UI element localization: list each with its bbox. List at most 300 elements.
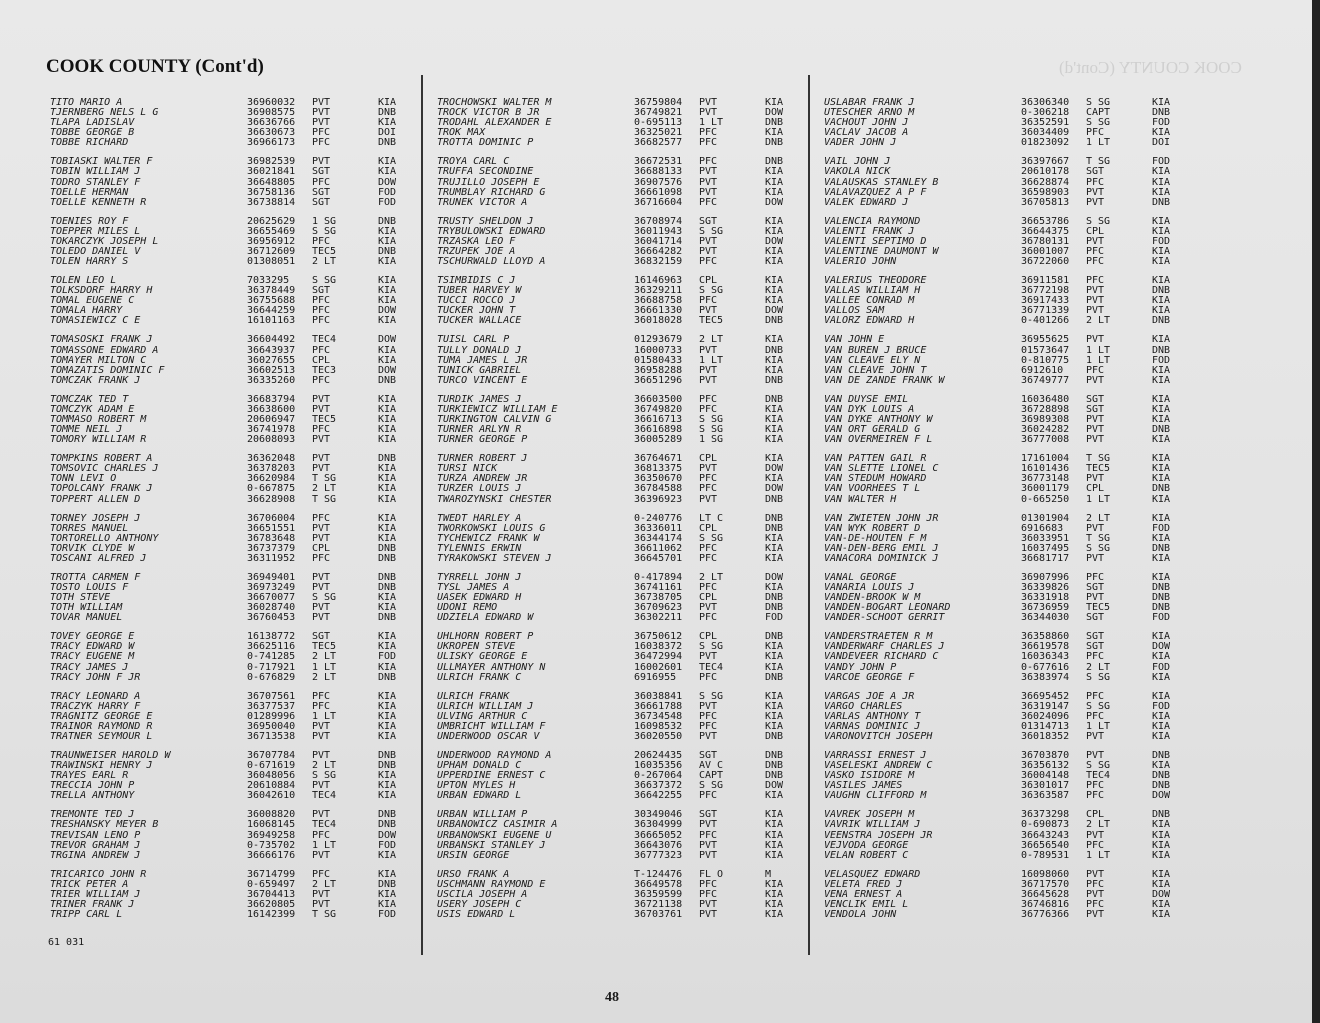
soldier-name: VALLAS WILLIAM H	[824, 285, 921, 297]
soldier-name: TURKINGTON CALVIN G	[437, 413, 552, 425]
status-code: DNB	[1152, 285, 1171, 297]
soldier-name: TOMCZAK FRANK J	[50, 374, 141, 386]
status-code: KIA	[1152, 225, 1171, 237]
soldier-name: VADER JOHN J	[824, 137, 897, 149]
soldier-name: VALLOS SAM	[824, 305, 885, 317]
status-code: KIA	[1152, 898, 1171, 910]
serial-number: 36773148	[1021, 473, 1070, 485]
rank: S SG	[312, 770, 337, 782]
serial-number: 36749820	[634, 403, 683, 415]
status-code: KIA	[1152, 720, 1171, 732]
soldier-name: VAN DYK LOUIS A	[824, 403, 915, 415]
rank: CPL	[1086, 225, 1105, 237]
serial-number: 36301017	[1021, 780, 1070, 792]
soldier-name: TRACY LEONARD A	[50, 690, 141, 702]
status-code: KIA	[765, 97, 784, 108]
rank: PVT	[699, 107, 718, 119]
serial-number: 36352591	[1021, 117, 1070, 129]
rank: PFC	[1086, 246, 1105, 257]
status-code: DNB	[1152, 749, 1171, 761]
serial-number: 36777323	[634, 849, 683, 861]
status-code: KIA	[1152, 215, 1171, 227]
status-code: DNB	[1152, 780, 1171, 792]
serial-number: 36378449	[247, 285, 296, 297]
rank: S SG	[312, 592, 337, 604]
soldier-name: TURNER GEORGE P	[437, 434, 528, 446]
status-code: KIA	[1152, 295, 1171, 307]
rank: PFC	[699, 790, 718, 802]
rank: PFC	[312, 868, 331, 880]
status-code: DNB	[765, 315, 784, 327]
serial-number: 36661330	[634, 305, 683, 317]
serial-number: 36625116	[247, 641, 296, 653]
serial-number: 36728898	[1021, 403, 1070, 415]
serial-number: 36643076	[634, 839, 683, 851]
serial-number: 16038372	[634, 641, 683, 653]
serial-number: 36973249	[247, 581, 296, 593]
serial-number: 36644375	[1021, 225, 1070, 237]
soldier-name: VANDEN-BROOK W M	[824, 592, 921, 604]
serial-number: 36645701	[634, 552, 683, 564]
rank: 1 SG	[312, 215, 337, 227]
status-code: DNB	[765, 137, 784, 149]
soldier-name: TRZASKA LEO F	[437, 235, 516, 247]
soldier-name: TITO MARIO A	[50, 97, 123, 108]
status-code: KIA	[378, 393, 397, 405]
status-code: KIA	[378, 780, 397, 792]
soldier-name: TOMALA HARRY	[50, 305, 123, 317]
serial-number: 36738814	[247, 196, 296, 208]
soldier-name: TOBIN WILLIAM J	[50, 166, 141, 178]
serial-number: 36758136	[247, 186, 296, 198]
soldier-name: VASILES JAMES	[824, 780, 903, 792]
rank: PFC	[312, 235, 331, 247]
status-code: DNB	[378, 878, 397, 890]
serial-number: 36001007	[1021, 246, 1070, 257]
soldier-name: TOTH STEVE	[50, 592, 111, 604]
serial-number: 36636766	[247, 117, 296, 129]
status-code: DNB	[1152, 770, 1171, 782]
rank: PVT	[1086, 413, 1105, 425]
serial-number: 20608093	[247, 434, 296, 446]
rank: SGT	[1086, 641, 1105, 653]
status-code: KIA	[765, 542, 784, 554]
rank: S SG	[699, 285, 724, 297]
rank: TEC4	[699, 661, 724, 673]
status-code: KIA	[765, 898, 784, 910]
soldier-name: VELAN ROBERT C	[824, 849, 909, 861]
soldier-name: TOELLE HERMAN	[50, 186, 129, 198]
status-code: KIA	[378, 424, 397, 436]
rank: 1 LT	[312, 839, 337, 851]
rank: T SG	[312, 493, 337, 505]
serial-number: 0-240776	[634, 512, 683, 524]
serial-number: 36750612	[634, 631, 683, 643]
serial-number: 16146963	[634, 275, 683, 287]
serial-number: 36709623	[634, 602, 683, 614]
serial-number: 36628908	[247, 493, 296, 505]
serial-number: 36620805	[247, 898, 296, 910]
status-code: KIA	[1152, 909, 1171, 921]
serial-number: 36653786	[1021, 215, 1070, 227]
soldier-name: TOBBE RICHARD	[50, 137, 129, 149]
rank: SGT	[312, 285, 331, 297]
rank: 2 LT	[1086, 819, 1111, 831]
soldier-name: VAN CLEAVE JOHN T	[824, 364, 927, 376]
status-code: FOD	[1152, 156, 1171, 168]
serial-number: 36004148	[1021, 770, 1070, 782]
soldier-name: URBAN WILLIAM P	[437, 809, 528, 821]
soldier-name: TURSI NICK	[437, 463, 498, 475]
soldier-name: TOMMASO ROBERT M	[50, 413, 147, 425]
status-code: KIA	[378, 868, 397, 880]
status-code: KIA	[378, 641, 397, 653]
status-code: KIA	[378, 344, 397, 356]
rank: PVT	[1086, 434, 1105, 446]
status-code: DOW	[765, 780, 784, 792]
serial-number: 20606947	[247, 413, 296, 425]
serial-number: 36648805	[247, 176, 296, 188]
status-code: KIA	[378, 849, 397, 861]
rank: PVT	[1086, 473, 1105, 485]
status-code: FOD	[1152, 354, 1171, 366]
soldier-name: VALLEE CONRAD M	[824, 295, 915, 307]
rank: PVT	[699, 246, 718, 257]
soldier-name: ULRICH FRANK	[437, 690, 510, 702]
soldier-name: ULRICH FRANK C	[437, 671, 522, 683]
soldier-name: URBANOWSKI EUGENE U	[437, 829, 552, 841]
status-code: KIA	[1152, 127, 1171, 139]
rank: CPL	[699, 522, 718, 534]
rank: 2 LT	[312, 878, 337, 890]
soldier-name: TROTTA CARMEN F	[50, 571, 141, 583]
status-code: KIA	[765, 552, 784, 564]
soldier-name: TULLY DONALD J	[437, 344, 522, 356]
serial-number: 36018352	[1021, 730, 1070, 742]
rank: PVT	[312, 809, 331, 821]
serial-number: 36672531	[634, 156, 683, 168]
status-code: DNB	[1152, 542, 1171, 554]
serial-number: 36741161	[634, 581, 683, 593]
soldier-name: TOVEY GEORGE E	[50, 631, 135, 643]
serial-number: 0-695113	[634, 117, 683, 129]
status-code: KIA	[765, 829, 784, 841]
rank: PFC	[699, 196, 718, 208]
serial-number: 36682577	[634, 137, 683, 149]
serial-number: 36736959	[1021, 602, 1070, 614]
status-code: KIA	[378, 493, 397, 505]
serial-number: 36602513	[247, 364, 296, 376]
status-code: KIA	[378, 532, 397, 544]
status-code: DNB	[378, 137, 397, 149]
serial-number: 36649578	[634, 878, 683, 890]
serial-number: 36363587	[1021, 790, 1070, 802]
soldier-name: TRAWINSKI HENRY J	[50, 760, 153, 772]
status-code: KIA	[378, 413, 397, 425]
status-code: KIA	[765, 186, 784, 198]
status-code: FOD	[765, 612, 784, 624]
soldier-name: TRELLA ANTHONY	[50, 790, 135, 802]
status-code: KIA	[765, 720, 784, 732]
serial-number: 36741978	[247, 424, 296, 436]
soldier-name: TRUNEK VICTOR A	[437, 196, 528, 208]
rank: S SG	[1086, 97, 1111, 108]
status-code: KIA	[378, 463, 397, 475]
serial-number: 36645628	[1021, 888, 1070, 900]
soldier-name: ULVING ARTHUR C	[437, 710, 528, 722]
soldier-name: VANDEN-BOGART LEONARD	[824, 602, 951, 614]
serial-number: 36383974	[1021, 671, 1070, 683]
rank: S SG	[699, 225, 724, 237]
status-code: KIA	[378, 166, 397, 178]
soldier-name: TRAINOR RAYMOND R	[50, 720, 153, 732]
serial-number: 16036480	[1021, 393, 1070, 405]
serial-number: 01823092	[1021, 137, 1070, 149]
serial-number: 36771339	[1021, 305, 1070, 317]
serial-number: 01289996	[247, 710, 296, 722]
serial-number: 36325021	[634, 127, 683, 139]
soldier-name: VAN OVERMEIREN F L	[824, 434, 933, 446]
soldier-name: TWEDT HARLEY A	[437, 512, 522, 524]
soldier-name: VALAUSKAS STANLEY B	[824, 176, 939, 188]
serial-number: 0-677616	[1021, 661, 1070, 673]
status-code: DNB	[765, 730, 784, 742]
soldier-name: TRINER FRANK J	[50, 898, 135, 910]
rank: PFC	[1086, 571, 1105, 583]
serial-number: 0-717921	[247, 661, 296, 673]
rank: TEC3	[312, 364, 337, 376]
status-code: DOI	[378, 127, 397, 139]
rank: PVT	[699, 651, 718, 663]
soldier-name: VACLAV JACOB A	[824, 127, 909, 139]
status-code: DNB	[765, 760, 784, 772]
status-code: FOD	[378, 839, 397, 851]
serial-number: 36704413	[247, 888, 296, 900]
status-code: KIA	[378, 354, 397, 366]
serial-number: 36027655	[247, 354, 296, 366]
rank: PVT	[699, 909, 718, 921]
soldier-name: VEJVODA GEORGE	[824, 839, 909, 851]
serial-number: 36703761	[634, 909, 683, 921]
serial-number: 36681717	[1021, 552, 1070, 564]
status-code: KIA	[1152, 571, 1171, 583]
status-code: DOW	[765, 483, 784, 495]
soldier-name: TOMAYER MILTON C	[50, 354, 147, 366]
serial-number: 36664282	[634, 246, 683, 257]
status-code: KIA	[1152, 552, 1171, 564]
status-code: KIA	[765, 215, 784, 227]
soldier-name: ULRICH WILLIAM J	[437, 700, 534, 712]
serial-number: 0-659497	[247, 878, 296, 890]
serial-number: 36683794	[247, 393, 296, 405]
status-code: DNB	[378, 819, 397, 831]
soldier-name: VALENTI SEPTIMO D	[824, 235, 927, 247]
status-code: FOD	[378, 186, 397, 198]
rank: PFC	[312, 305, 331, 317]
serial-number: 0-676829	[247, 671, 296, 683]
rank: PVT	[1086, 305, 1105, 317]
status-code: FOD	[1152, 612, 1171, 624]
soldier-name: TURCO VINCENT E	[437, 374, 528, 386]
soldier-name: UKROPEN STEVE	[437, 641, 516, 653]
soldier-name: TRACY JAMES J	[50, 661, 129, 673]
rank: PFC	[1086, 127, 1105, 139]
rank: PVT	[1086, 295, 1105, 307]
soldier-name: TORVIK CLYDE W	[50, 542, 135, 554]
soldier-name: TYSL JAMES A	[437, 581, 510, 593]
status-code: KIA	[765, 285, 784, 297]
status-code: KIA	[765, 295, 784, 307]
serial-number: 36619578	[1021, 641, 1070, 653]
status-code: KIA	[765, 403, 784, 415]
status-code: KIA	[378, 888, 397, 900]
status-code: KIA	[765, 334, 784, 346]
serial-number: 16002601	[634, 661, 683, 673]
status-code: KIA	[765, 246, 784, 257]
rank: PFC	[312, 424, 331, 436]
rank: 2 LT	[699, 334, 724, 346]
serial-number: 36472994	[634, 651, 683, 663]
status-code: KIA	[1152, 839, 1171, 851]
rank: SGT	[699, 809, 718, 821]
status-code: KIA	[378, 285, 397, 297]
soldier-name: TRUFFA SECONDINE	[437, 166, 534, 178]
serial-number: 36033951	[1021, 532, 1070, 544]
rank: PFC	[699, 483, 718, 495]
status-code: DNB	[1152, 483, 1171, 495]
soldier-name: VARRASSI ERNEST J	[824, 749, 927, 761]
rank: FL O	[699, 868, 724, 880]
status-code: KIA	[1152, 453, 1171, 465]
status-code: KIA	[378, 434, 397, 446]
status-code: DNB	[1152, 602, 1171, 614]
serial-number: 36335260	[247, 374, 296, 386]
soldier-name: VAN DUYSE EMIL	[824, 393, 909, 405]
rank: PVT	[1086, 730, 1105, 742]
rank: PFC	[1086, 275, 1105, 287]
soldier-name: UPPERDINE ERNEST C	[437, 770, 546, 782]
soldier-name: VAN BUREN J BRUCE	[824, 344, 927, 356]
status-code: KIA	[1152, 403, 1171, 415]
rank: TEC5	[312, 413, 337, 425]
rank: TEC4	[312, 790, 337, 802]
rank: PFC	[312, 315, 331, 327]
rank: PFC	[699, 295, 718, 307]
soldier-name: TOPOLCANY FRANK J	[50, 483, 153, 495]
footer-code: 61 031	[48, 937, 85, 948]
soldier-name: TUBER HARVEY W	[437, 285, 522, 297]
rank: PVT	[699, 819, 718, 831]
status-code: DOW	[1152, 790, 1171, 802]
soldier-name: VARGO CHARLES	[824, 700, 903, 712]
serial-number: 0-417894	[634, 571, 683, 583]
serial-number: 36755688	[247, 295, 296, 307]
serial-number: 36738705	[634, 592, 683, 604]
soldier-name: USERY JOSEPH C	[437, 898, 522, 910]
status-code: FOD	[1152, 661, 1171, 673]
soldier-name: VAUGHN CLIFFORD M	[824, 790, 927, 802]
rank: PVT	[1086, 829, 1105, 841]
serial-number: 36688758	[634, 295, 683, 307]
status-code: DOW	[765, 196, 784, 208]
serial-number: 36396923	[634, 493, 683, 505]
soldier-name: TURDIK JAMES J	[437, 393, 522, 405]
status-code: KIA	[1152, 246, 1171, 257]
rank: PFC	[699, 671, 718, 683]
serial-number: 36358860	[1021, 631, 1070, 643]
rank: CPL	[1086, 809, 1105, 821]
rank: 1 SG	[699, 434, 724, 446]
soldier-name: VAN SLETTE LIONEL C	[824, 463, 939, 475]
rank: PFC	[699, 393, 718, 405]
serial-number: 36034409	[1021, 127, 1070, 139]
soldier-name: TYCHEWICZ FRANK W	[437, 532, 540, 544]
status-code: FOD	[1152, 117, 1171, 129]
status-code: DNB	[765, 592, 784, 604]
status-code: KIA	[378, 522, 397, 534]
soldier-name: VENA ERNEST A	[824, 888, 903, 900]
soldier-name: TOBIASKI WALTER F	[50, 156, 153, 168]
soldier-name: TREMONTE TED J	[50, 809, 135, 821]
soldier-name: VELASQUEZ EDWARD	[824, 868, 921, 880]
rank: PVT	[699, 235, 718, 247]
serial-number: 0-735702	[247, 839, 296, 851]
soldier-name: TOENIES ROY F	[50, 215, 129, 227]
rank: PVT	[312, 602, 331, 614]
soldier-name: TOELLE KENNETH R	[50, 196, 147, 208]
soldier-name: VAVREK JOSEPH M	[824, 809, 915, 821]
rank: S SG	[1086, 215, 1111, 227]
rank: T SG	[1086, 453, 1111, 465]
status-code: DOW	[378, 176, 397, 188]
rank: PVT	[699, 849, 718, 861]
serial-number: 36695452	[1021, 690, 1070, 702]
rank: 1 LT	[1086, 354, 1111, 366]
status-code: KIA	[378, 256, 397, 268]
rank: TEC5	[1086, 602, 1111, 614]
status-code: KIA	[765, 661, 784, 673]
status-code: DNB	[765, 493, 784, 505]
rank: S SG	[699, 413, 724, 425]
rank: PVT	[699, 730, 718, 742]
serial-number: 0-667875	[247, 483, 296, 495]
rank: S SG	[699, 424, 724, 436]
serial-number: 36772198	[1021, 285, 1070, 297]
rank: S SG	[699, 641, 724, 653]
serial-number: 16068145	[247, 819, 296, 831]
serial-number: 36630673	[247, 127, 296, 139]
serial-number: 36950040	[247, 720, 296, 732]
status-code: DNB	[1152, 809, 1171, 821]
soldier-name: VALORZ EDWARD H	[824, 315, 915, 327]
rank: S SG	[1086, 671, 1111, 683]
rank: PFC	[699, 720, 718, 732]
serial-number: 36344174	[634, 532, 683, 544]
rank: PVT	[312, 403, 331, 415]
status-code: KIA	[378, 898, 397, 910]
rank: PVT	[699, 374, 718, 386]
soldier-name: VAN ORT GERALD G	[824, 424, 921, 436]
serial-number: 36020550	[634, 730, 683, 742]
status-code: KIA	[378, 315, 397, 327]
soldier-name: TOSTO LOUIS F	[50, 581, 129, 593]
serial-number: 36949258	[247, 829, 296, 841]
status-code: DNB	[1152, 424, 1171, 436]
rank: PVT	[312, 780, 331, 792]
rank: S SG	[699, 690, 724, 702]
serial-number: 36714799	[247, 868, 296, 880]
serial-number: 01580433	[634, 354, 683, 366]
